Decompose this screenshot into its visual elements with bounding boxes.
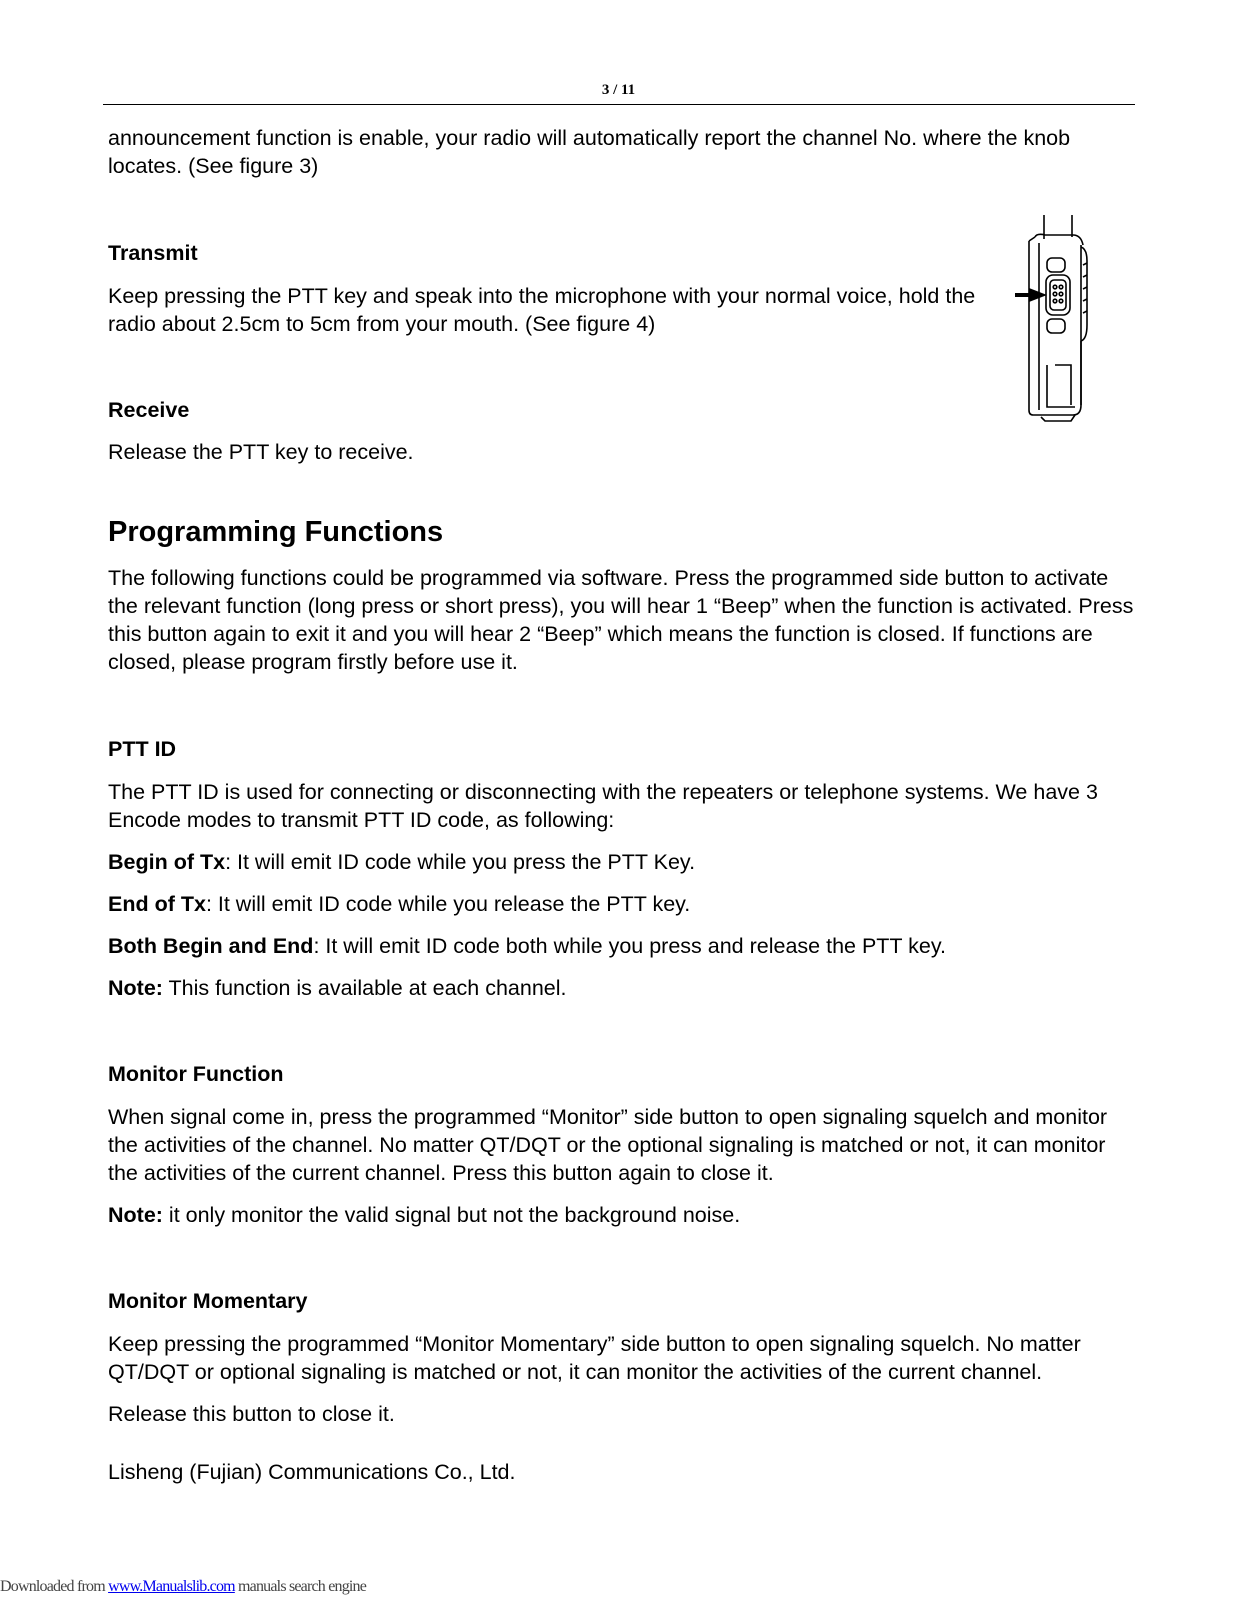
monitor-function-heading: Monitor Function: [108, 1062, 284, 1086]
note-text: it only monitor the valid signal but not the background noise.: [162, 1203, 741, 1227]
ptt-mode-end: [108, 890, 1138, 918]
manualslib-link[interactable]: www.Manualslib.com: [108, 1578, 235, 1595]
programming-paragraph: The following functions could be programmed via software. Press the programmed side button to activate the relevant function (long press or short press), you will hear 1 “Beep” when the function is activated. Press this button again to exit it and you will hear 2 “Beep” which means the function is closed. If functions are closed, please program firstly before use it.: [108, 566, 1134, 674]
ptt-mode-label: End of Tx: [108, 892, 206, 916]
transmit-heading: Transmit: [108, 241, 198, 265]
receive-paragraph: Release the PTT key to receive.: [108, 440, 414, 464]
radio-outline: [1029, 215, 1087, 421]
ptt-mode-text: : It will emit ID code both while you press and release the PTT key.: [313, 934, 946, 958]
monitor-momentary-heading: Monitor Momentary: [108, 1289, 308, 1313]
monitor-function-paragraph: When signal come in, press the programmed “Monitor” side button to open signaling squelch and monitor the activities of the channel. No matter QT/DQT or the optional signaling is matched or not, it can monitor the activities of the current channel. Press this button again to close it.: [108, 1105, 1108, 1185]
ptt-mode-both: [108, 932, 1138, 960]
ptt-mode-text: : It will emit ID code while you release the PTT key.: [205, 892, 691, 916]
ptt-id-paragraph: The PTT ID is used for connecting or disconnecting with the repeaters or telephone systems. We have 3 Encode modes to transmit PTT ID code, as following:: [108, 780, 1098, 832]
download-footer: [0, 1578, 366, 1596]
monitor-momentary-paragraph: Keep pressing the programmed “Monitor Momentary” side button to open signaling squelch. No matter QT/DQT or optional signaling is matched or not, it can monitor the activities of the current channel.: [108, 1332, 1081, 1384]
ptt-mode-text: : It will emit ID code while you press the PTT Key.: [225, 850, 696, 874]
note-text: This function is available at each channel.: [162, 976, 567, 1000]
intro-paragraph: announcement function is enable, your radio will automatically report the channel No. where the knob locates. (See figure 3): [108, 126, 1071, 178]
receive-heading: Receive: [108, 398, 190, 422]
ptt-mode-label: Both Begin and End: [108, 934, 314, 958]
ptt-mode-begin: [108, 848, 1138, 876]
footer-suffix: manuals search engine: [234, 1578, 367, 1595]
note-label: Note:: [108, 1203, 163, 1227]
header-rule: [103, 104, 1135, 105]
ptt-note: [108, 974, 1138, 1002]
document-body: [108, 124, 1138, 1486]
company-name: Lisheng (Fujian) Communications Co., Ltd.: [108, 1460, 516, 1484]
page-number: 3 / 11: [601, 82, 636, 98]
monitor-momentary-paragraph-2: Release this button to close it.: [108, 1402, 395, 1426]
programming-heading: Programming Functions: [108, 516, 444, 548]
note-label: Note:: [108, 976, 163, 1000]
radio-side-view-figure: [1015, 215, 1120, 430]
ptt-id-heading: PTT ID: [108, 737, 177, 761]
arrow-icon: [1015, 288, 1047, 302]
footer-prefix: Downloaded from: [0, 1578, 109, 1595]
ptt-mode-label: Begin of Tx: [108, 850, 226, 874]
monitor-note: [108, 1201, 1138, 1229]
transmit-paragraph: Keep pressing the PTT key and speak into the microphone with your normal voice, hold the radio about 2.5cm to 5cm from your mouth. (See figure 4): [108, 284, 976, 336]
